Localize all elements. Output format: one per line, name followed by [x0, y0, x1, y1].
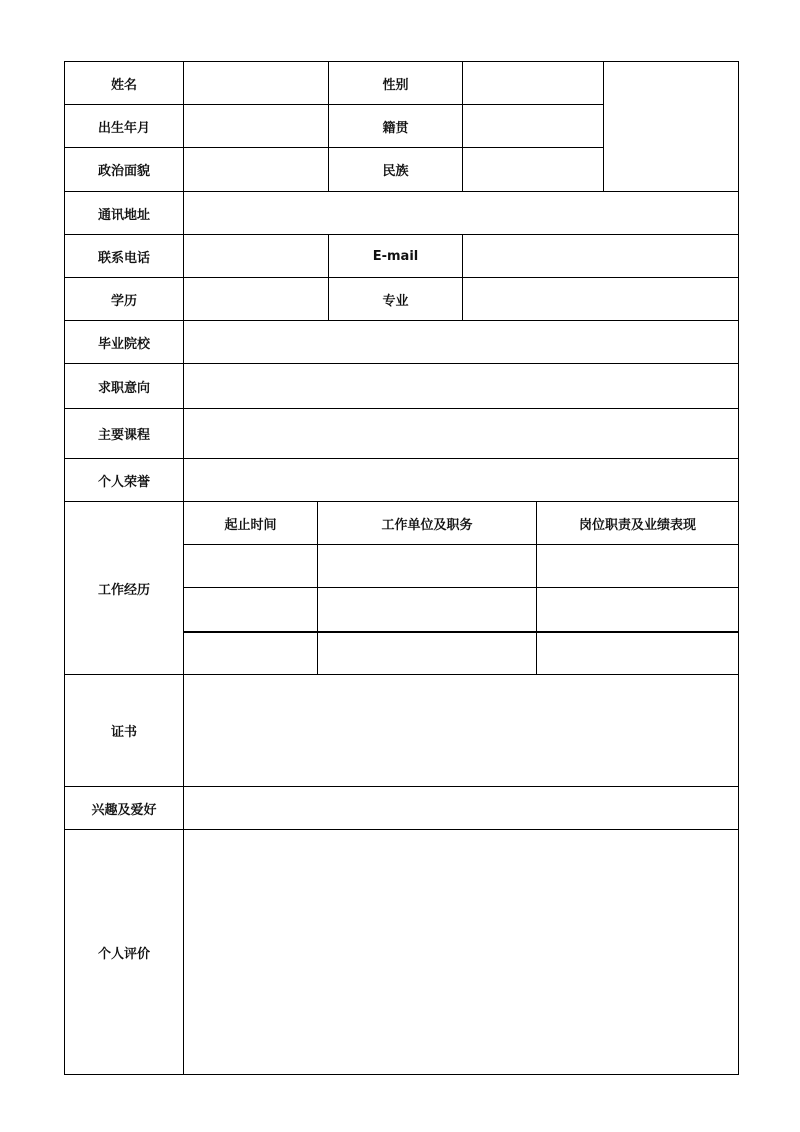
hometown-field[interactable] [463, 105, 604, 148]
hobbies-field[interactable] [184, 787, 739, 830]
birth-field[interactable] [184, 105, 329, 148]
major-label: 专业 [329, 278, 463, 321]
address-field[interactable] [184, 192, 739, 235]
hobbies-label: 兴趣及爱好 [65, 787, 184, 830]
intention-label: 求职意向 [65, 364, 184, 409]
work-row-2-duties[interactable] [537, 588, 739, 632]
work-row-1-company[interactable] [318, 545, 537, 588]
name-field[interactable] [184, 62, 329, 105]
hometown-label: 籍贯 [329, 105, 463, 148]
address-label: 通讯地址 [65, 192, 184, 235]
certificates-label: 证书 [65, 675, 184, 787]
resume-form-table [64, 61, 739, 1075]
political-label: 政治面貌 [65, 148, 184, 192]
name-label: 姓名 [65, 62, 184, 105]
work-header-period: 起止时间 [184, 502, 318, 545]
work-label: 工作经历 [65, 502, 184, 675]
work-header-duties: 岗位职责及业绩表现 [537, 502, 739, 545]
major-field[interactable] [463, 278, 739, 321]
work-row-2-company[interactable] [318, 588, 537, 632]
phone-field[interactable] [184, 235, 329, 278]
courses-label: 主要课程 [65, 409, 184, 459]
ethnicity-field[interactable] [463, 148, 604, 192]
intention-field[interactable] [184, 364, 739, 409]
evaluation-field[interactable] [184, 830, 739, 1075]
school-label: 毕业院校 [65, 321, 184, 364]
email-label: E-mail [329, 235, 463, 278]
ethnicity-label: 民族 [329, 148, 463, 192]
gender-label: 性别 [329, 62, 463, 105]
phone-label: 联系电话 [65, 235, 184, 278]
honors-label: 个人荣誉 [65, 459, 184, 502]
work-row-1-period[interactable] [184, 545, 318, 588]
work-row-1-duties[interactable] [537, 545, 739, 588]
work-row-3-duties[interactable] [537, 632, 739, 675]
courses-field[interactable] [184, 409, 739, 459]
school-field[interactable] [184, 321, 739, 364]
political-field[interactable] [184, 148, 329, 192]
birth-label: 出生年月 [65, 105, 184, 148]
photo-area[interactable] [604, 62, 739, 192]
education-field[interactable] [184, 278, 329, 321]
work-row-3-company[interactable] [318, 632, 537, 675]
honors-field[interactable] [184, 459, 739, 502]
work-header-company: 工作单位及职务 [318, 502, 537, 545]
evaluation-label: 个人评价 [65, 830, 184, 1075]
work-row-2-period[interactable] [184, 588, 318, 632]
certificates-field[interactable] [184, 675, 739, 787]
education-label: 学历 [65, 278, 184, 321]
email-field[interactable] [463, 235, 739, 278]
work-row-3-period[interactable] [184, 632, 318, 675]
gender-field[interactable] [463, 62, 604, 105]
